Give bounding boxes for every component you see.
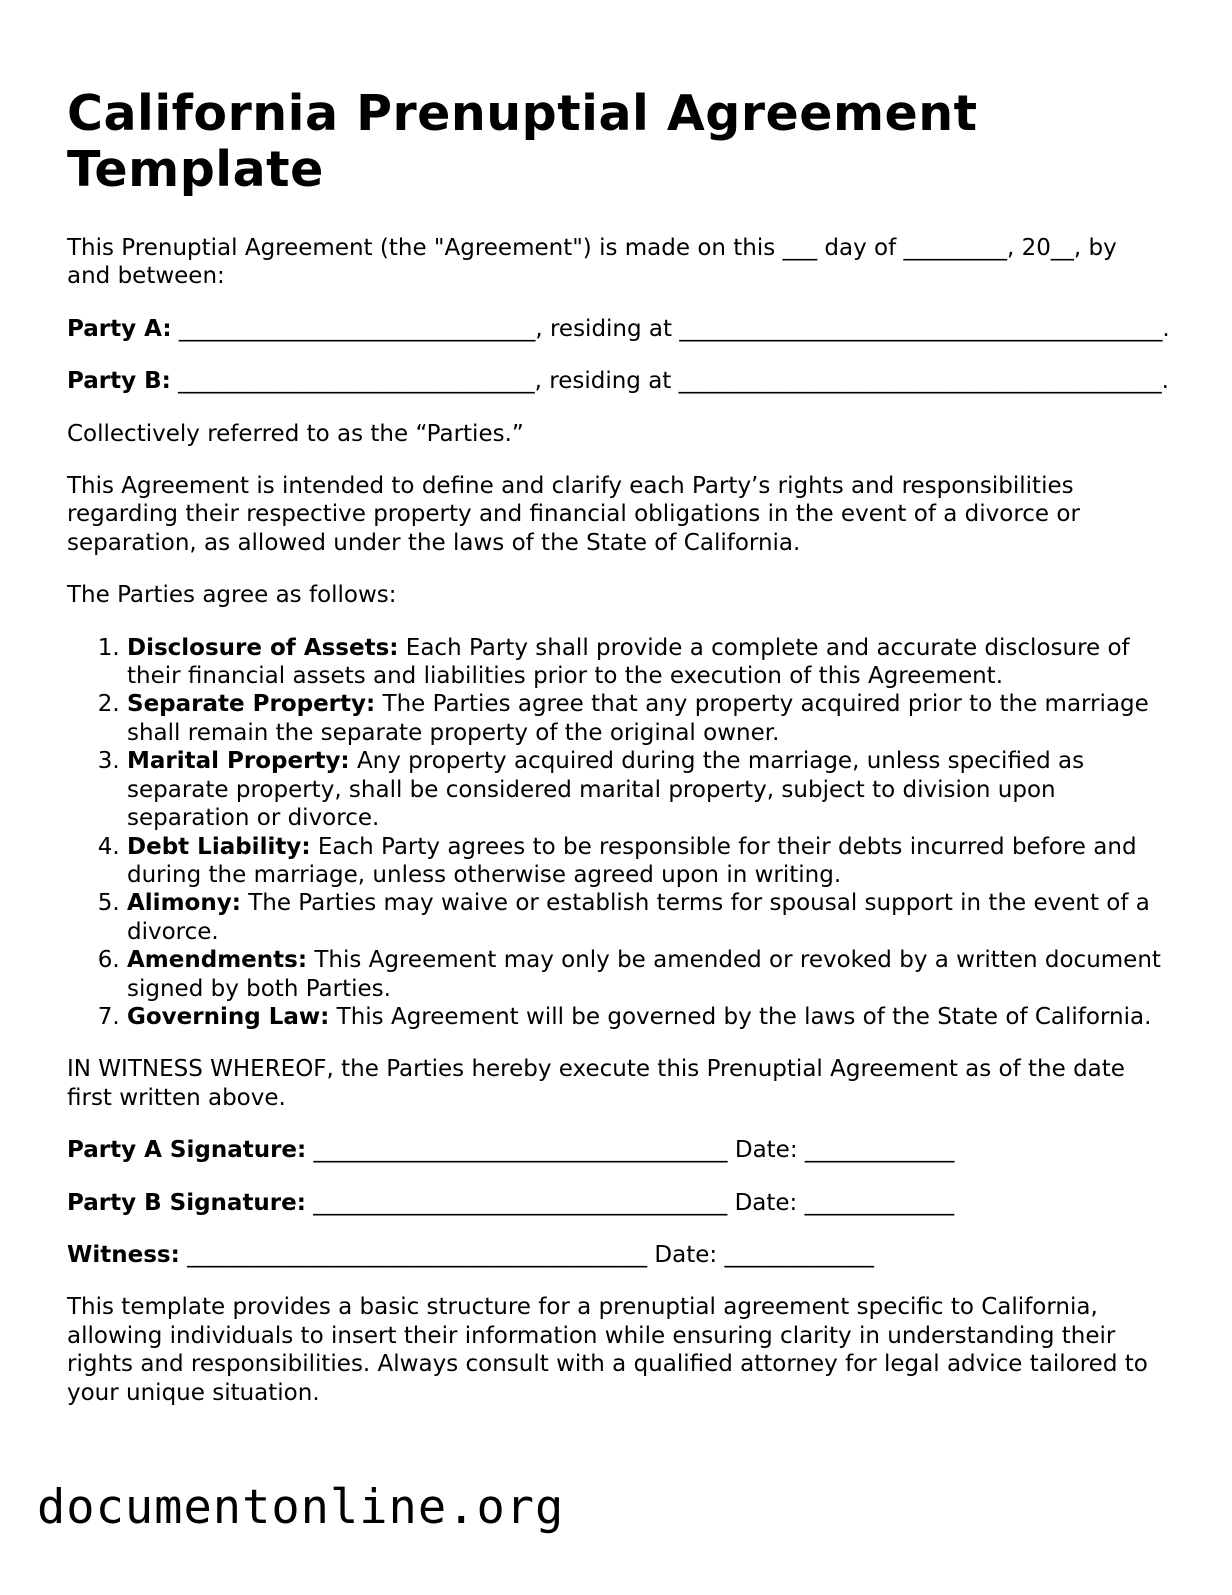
term-text: Any property acquired during the marriage, unless specified as separate property, shall be considered marital property, subject to division upon separation or divorce. (127, 748, 1085, 832)
list-item (127, 690, 1167, 747)
document-title: California Prenuptial Agreement Template (67, 85, 978, 198)
term-heading: Marital Property: (127, 748, 350, 775)
term-heading: Separate Property: (127, 691, 376, 718)
term-text: The Parties may waive or establish terms for spousal support in the event of a divorce. (127, 890, 1150, 945)
party-b-signature-label: Party B Signature: (67, 1189, 306, 1216)
party-b-line (67, 367, 1167, 395)
term-heading: Alimony: (127, 890, 241, 917)
terms-list (67, 634, 1167, 1032)
party-b-signature-blank: ____________________________________ Date: _____________ (305, 1189, 955, 1216)
term-text: This Agreement will be governed by the laws of the State of California. (329, 1003, 1152, 1030)
term-text: Each Party shall provide a complete and accurate disclosure of their financial assets and liabilities prior to the execution of this Agreement. (127, 634, 1130, 690)
intro-paragraph: This Prenuptial Agreement (the "Agreement") is made on this ___ day of _________, 20__, by and between: (67, 235, 1117, 290)
agree-intro: The Parties agree as follows: (67, 582, 397, 609)
witness-signature-line (67, 1241, 1167, 1269)
term-text: The Parties agree that any property acquired prior to the marriage shall remain the separate property of the original owner. (127, 691, 1149, 746)
party-b-label: Party B: (67, 368, 171, 395)
list-item (127, 833, 1167, 890)
term-heading: Amendments: (127, 947, 308, 974)
party-b-signature-line (67, 1189, 1167, 1217)
term-text: This Agreement may only be amended or revoked by a written document signed by both Parties. (127, 947, 1161, 1002)
party-a-signature-label: Party A Signature: (67, 1137, 307, 1164)
document-page (67, 85, 1170, 1431)
purpose-paragraph: This Agreement is intended to define and clarify each Party’s rights and responsibilities regarding their respective property and financial obligations in the event of a divorce or separation, as allowed under the laws of the State of California. (67, 473, 1080, 556)
party-a-label: Party A: (67, 315, 172, 342)
party-a-blank: _______________________________, residing at __________________________________________. (171, 315, 1170, 342)
list-item (127, 946, 1167, 1003)
party-a-line (67, 315, 1170, 343)
list-item (127, 889, 1167, 946)
term-text: Each Party agrees to be responsible for their debts incurred before and during the marriage, unless otherwise agreed upon in writing. (127, 833, 1137, 888)
list-item (127, 1003, 1167, 1031)
term-heading: Governing Law: (127, 1003, 330, 1030)
collectively-paragraph: Collectively referred to as the “Parties.” (67, 420, 524, 447)
list-item (127, 634, 1167, 691)
witness-clause: IN WITNESS WHEREOF, the Parties hereby execute this Prenuptial Agreement as of the date first written above. (67, 1056, 1125, 1111)
watermark: documentonline.org (37, 1480, 565, 1535)
witness-signature-blank: ________________________________________ Date: _____________ (179, 1241, 874, 1268)
party-b-blank: _______________________________, residing at __________________________________________. (170, 368, 1169, 395)
term-heading: Disclosure of Assets: (127, 634, 399, 661)
list-item (127, 747, 1167, 832)
party-a-signature-line (67, 1136, 1167, 1164)
term-heading: Debt Liability: (127, 833, 311, 860)
party-a-signature-blank: ____________________________________ Date: _____________ (306, 1137, 955, 1164)
witness-signature-label: Witness: (67, 1241, 180, 1268)
footer-note: This template provides a basic structure for a prenuptial agreement specific to California, allowing individuals to insert their information while ensuring clarity in understanding their rights and responsibilities. Always consult with a qualified attorney for legal advice tailored to your unique situation. (67, 1294, 1148, 1406)
